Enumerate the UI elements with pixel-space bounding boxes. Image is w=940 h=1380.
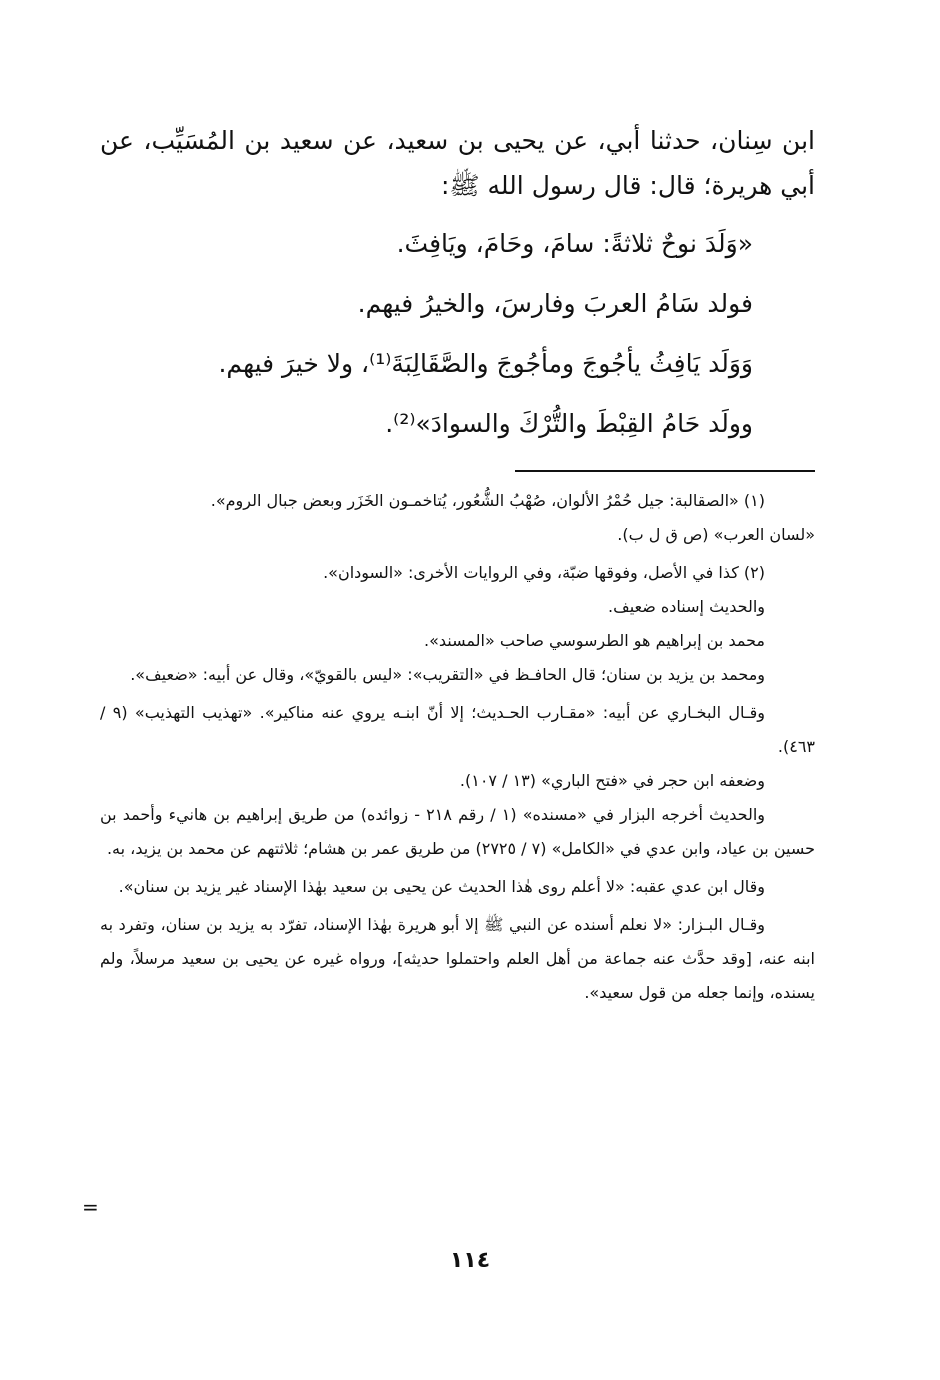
continuation-marker: = (82, 1195, 99, 1219)
hadith-line: وولَد حَامُ القِبْطَ والتُّرْكَ والسوادَ»⁽²⁾. (385, 409, 753, 438)
footnote-paragraph: وقـال البخـاري عن أبيه: «مقـارب الحـديث؛ إلا أنّ ابنـه يروي عنه مناكير». «تهذيب التهذيب» (٩ / ٤٦٣). (100, 703, 815, 756)
page-number: ١١٤ (449, 1248, 491, 1273)
footnote-paragraph: وقال ابن عدي عقبه: «لا أعلم روى هٰذا الحديث عن يحيى بن سعيد بهٰذا الإسناد غير يزيد بن سنان». (118, 877, 765, 896)
hadith-line: فولد سَامُ العربَ وفارسَ، والخيرُ فيهم. (357, 289, 753, 318)
footnote-paragraph: «لسان العرب» (ص ق ل ب). (617, 525, 815, 544)
footnote-separator (515, 470, 815, 472)
hadith-text (100, 214, 815, 454)
footnote-paragraph: (١) «الصقالبة: جيل حُمْرُ الألوان، صُهْبُ الشُّعُور، يُتاخمـون الخَزَر وبعض جبال الروم». (210, 491, 765, 510)
hadith-line: «وَلَدَ نوحٌ ثلاثةً: سامَ، وحَامَ، ويَافِثَ. (396, 229, 753, 258)
footnote-paragraph: (٢) كذا في الأصل، وفوقها ضبّة، وفي الروايات الأخرى: «السودان». (323, 563, 765, 582)
hadith-chain-paragraph: ابن سِنان، حدثنا أبي، عن يحيى بن سعيد، عن سعيد بن المُسَيِّب، عن أبي هريرة؛ قال: قال رسول الله ﷺ: (100, 126, 815, 200)
hadith-line: وَوَلَد يَافِثُ يأجُوجَ ومأجُوجَ والصَّقَالِبَةَ⁽¹⁾، ولا خيرَ فيهم. (218, 349, 753, 378)
footnote-paragraph: وضعفه ابن حجر في «فتح الباري» (١٣ / ١٠٧). (459, 771, 765, 790)
footnote-paragraph: محمد بن إبراهيم هو الطرسوسي صاحب «المسند». (424, 631, 765, 650)
footnote-paragraph: وقـال البـزار: «لا نعلم أسنده عن النبي ﷺ إلا أبو هريرة بهٰذا الإسناد، تفرّد به يزيد بن سنان، وتفرد به ابنه عنه، [وقد حدَّث عنه جماعة من أهل العلم واحتملوا حديثه]، ورواه غيره عن يحيى بن سعيد مرسلاً، ولم يسنده، وإنما جعله من قول سعيد». (100, 915, 815, 1002)
footnote-paragraph: والحديث إسناده ضعيف. (608, 597, 765, 616)
footnote-paragraph: ومحمد بن يزيد بن سنان؛ قال الحافـظ في «التقريب»: «ليس بالقويّ»، وقال عن أبيه: «ضعيف». (130, 665, 765, 684)
document-page (100, 118, 815, 1010)
footnote-paragraph: والحديث أخرجه البزار في «مسنده» (١ / رقم ٢١٨ - زوائده) من طريق إبراهيم بن هانيء وأحمد بن حسين بن عياد، وابن عدي في «الكامل» (٧ / ٢٧٢٥) من طريق عمر بن هشام؛ ثلاثتهم عن محمد بن يزيد، به. (100, 805, 815, 858)
footnotes (100, 484, 815, 1010)
